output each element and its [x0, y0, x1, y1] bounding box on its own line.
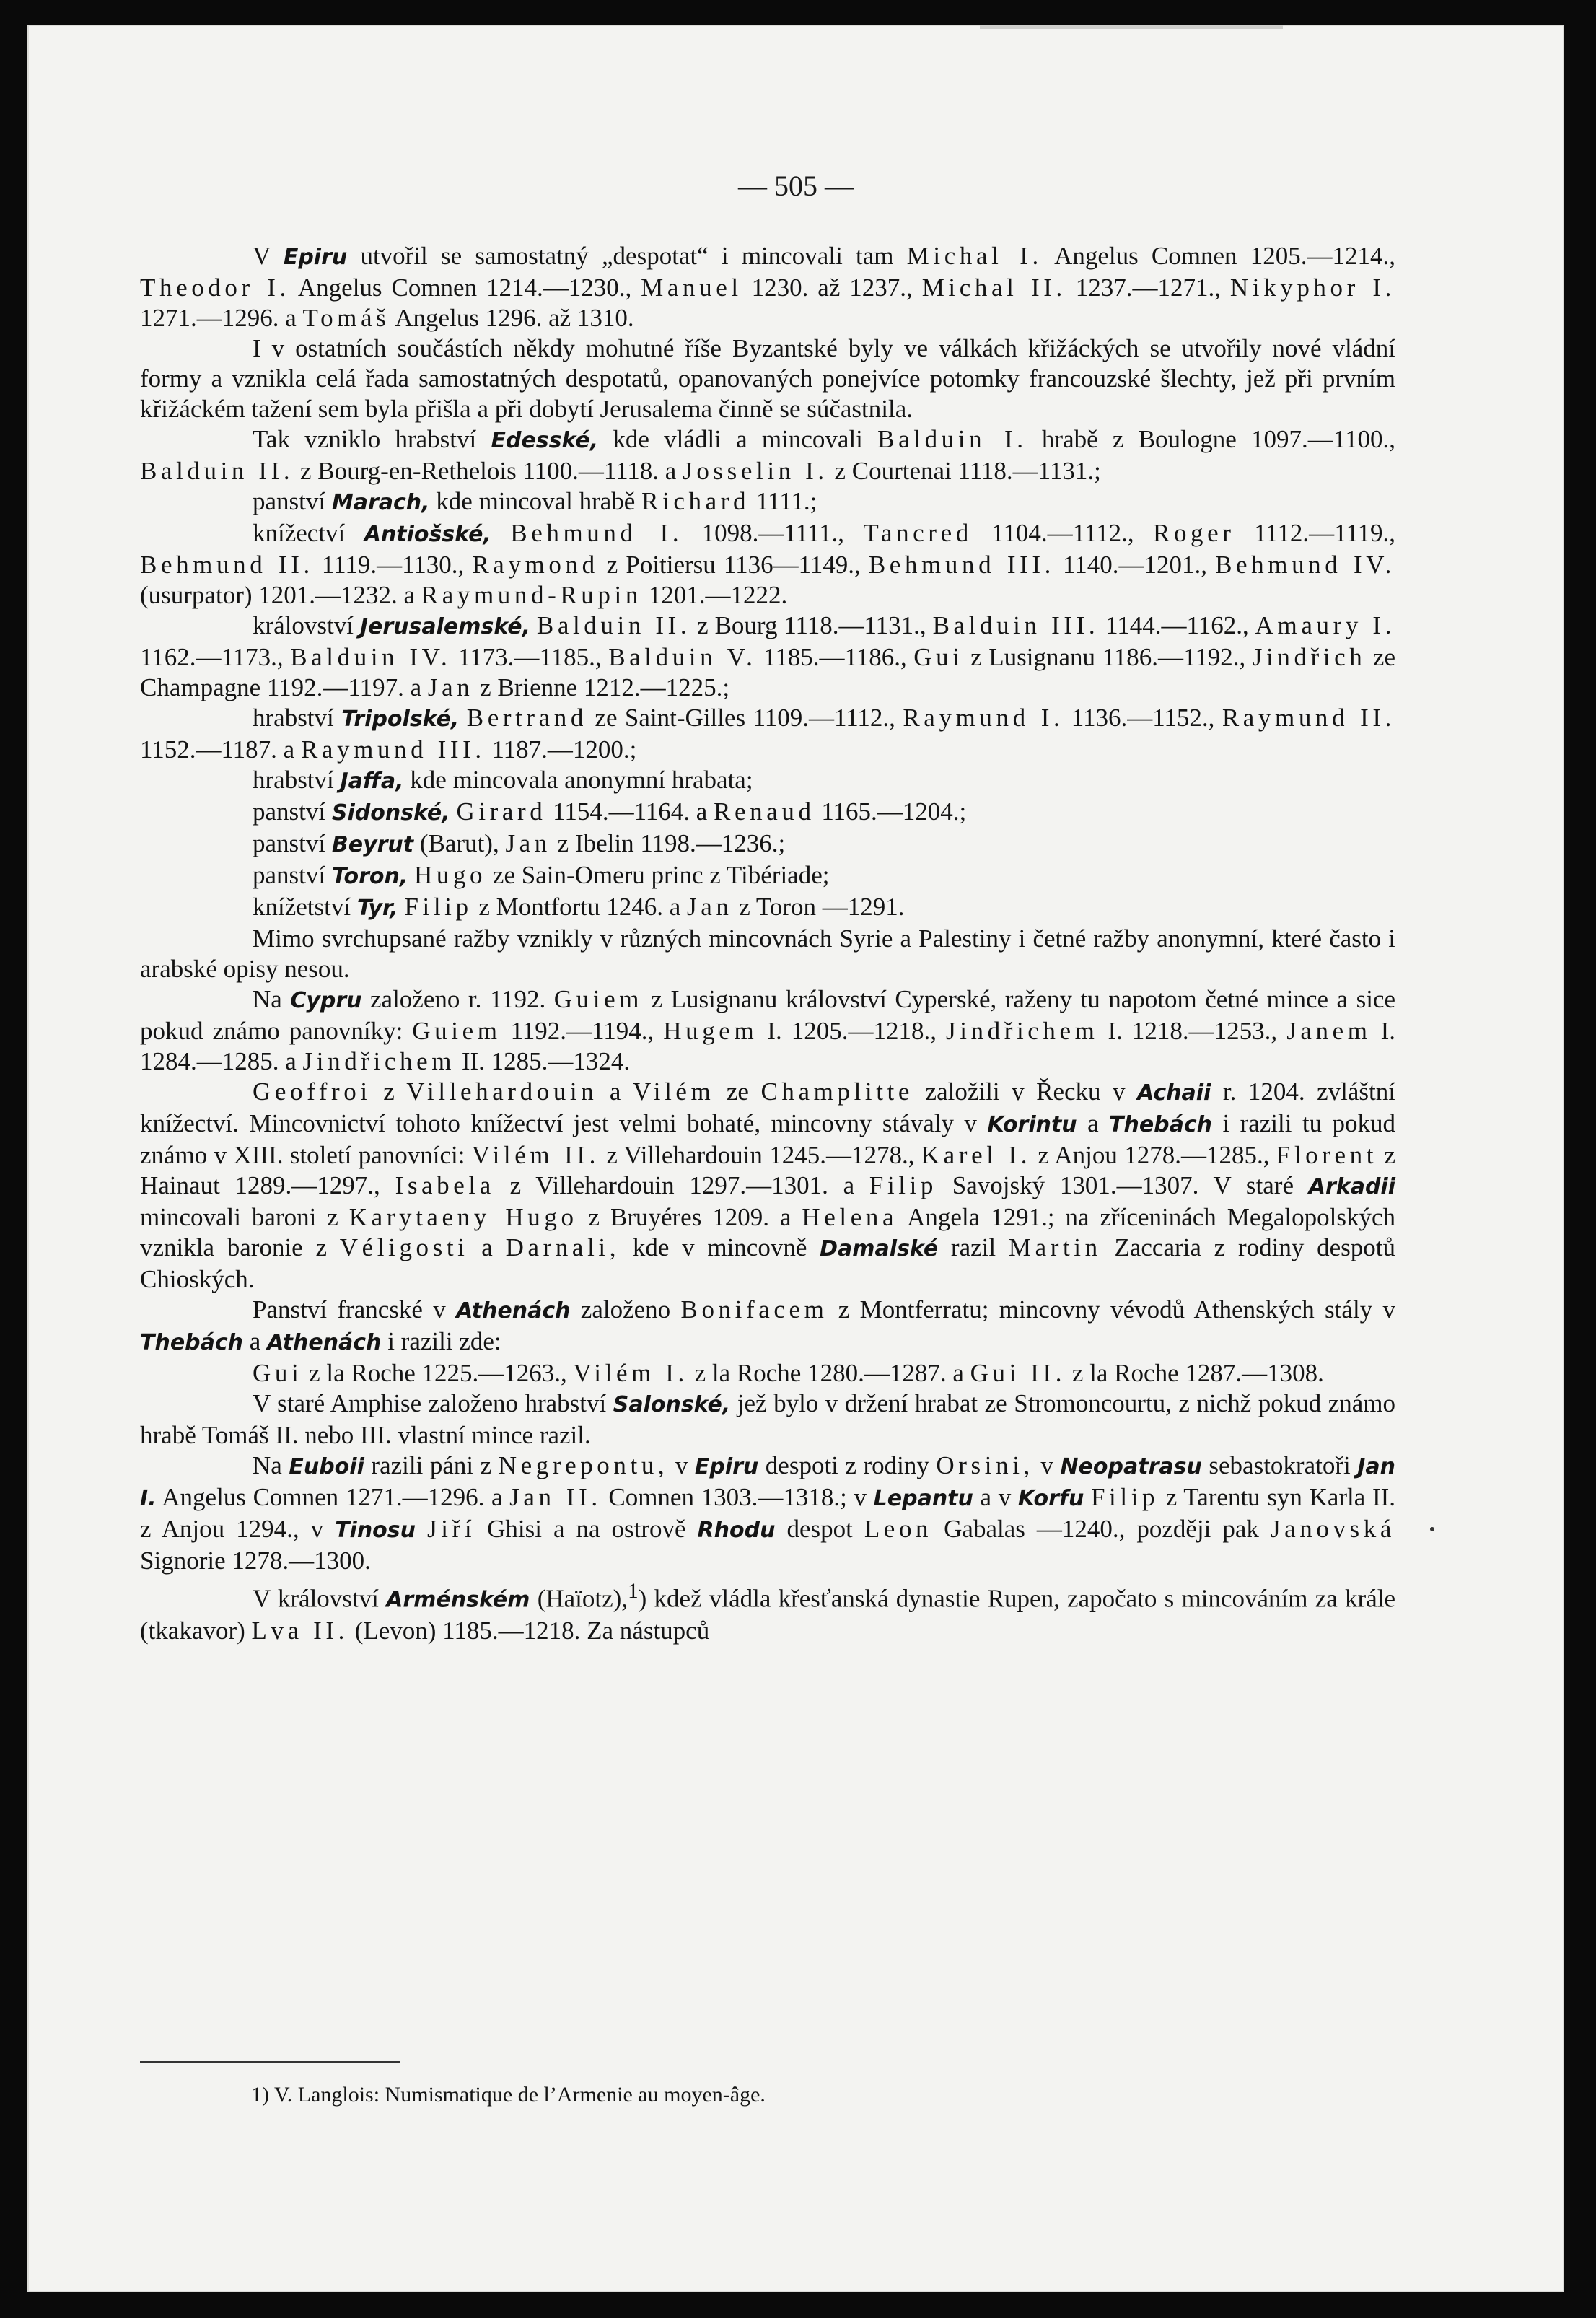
- paragraph-beyrut: panství Beyrut (Barut), Jan z Ibelin 1198.—1236.;: [253, 829, 786, 857]
- footnote-rule: [140, 2061, 400, 2063]
- paragraph-tyr: knížetství Tyr, Filip z Montfortu 1246. a Jan z Toron —1291.: [253, 893, 905, 921]
- document-page: [27, 25, 1564, 2292]
- paragraph-byzantine: I v ostatních součástích někdy mohutné říše Byzantské byly ve válkách křižáckých se utvořily nové vládní formy a vznikla celá řada samostatných despotatů, opanovaných ponejvíce potomky francouzské šlechty, jež při prvním křižáckém tažení sem byla přišla a při dobytí Jerusalema činně se súčastnila.: [140, 334, 1395, 423]
- paragraph-armenia: V království Arménském (Haïotz),$^1$) kdež vládla křesťanská dynastie Rupen, započato s mincováním za krále (tkakavor) Lva II. (Levon) 1185.—1218. Za nástupců: [140, 1580, 1395, 1645]
- paragraph-la-roche: Gui z la Roche 1225.—1263., Vilém I. z la Roche 1280.—1287. a Gui II. z la Roche 1287.—1308.: [253, 1359, 1324, 1387]
- footnote-text: 1) V. Langlois: Numismatique de l’Armenie au moyen-âge.: [251, 2083, 766, 2107]
- paragraph-antioch: knížectví Antiošské, Behmund I. 1098.—1111., Tancred 1104.—1112., Roger 1112.—1119., Behmund II. 1119.—1130., Raymond z Poitiersu 1136—1149., Behmund III. 1140.—1201., Behmund IV. (usurpator) 1201.—1232. a Raymund-Rupin 1201.—1222.: [140, 519, 1396, 609]
- paragraph-syria-palestine: Mimo svrchupsané ražby vznikly v různých mincovnách Syrie a Palestiny i četné ražby anonymní, které často i arabské opisy nesou.: [140, 924, 1395, 983]
- body-text: [140, 241, 1395, 1646]
- scan-speck: [1430, 1527, 1434, 1531]
- paragraph-greece: Geoffroi z Villehardouin a Vilém ze Champlitte založili v Řecku v Achaii r. 1204. zvláštní knížectví. Mincovnictví tohoto knížectví jest velmi bohaté, mincovny stávaly v Korintu a Thebách i razili tu pokud známo v XIII. století panovníci: Vilém II. z Villehardouin 1245.—1278., Karel I. z Anjou 1278.—1285., Florent z Hainaut 1289.—1297., Isabela z Villehardouin 1297.—1301. a Filip Savojský 1301.—1307. V staré Arkadii mincovali baroni z Karytaeny Hugo z Bruyéres 1209. a Helena Angela 1291.; na zříceninách Megalopolských vznikla baronie z Véligosti a Darnali, kde v mincovně Damalské razil Martin Zaccaria z rodiny despotů Chioských.: [140, 1077, 1396, 1293]
- paragraph-jerusalem: království Jerusalemské, Balduin II. z Bourg 1118.—1131., Balduin III. 1144.—1162., Amaury I. 1162.—1173., Balduin IV. 1173.—1185., Balduin V. 1185.—1186., Gui z Lusignanu 1186.—1192., Jindřich ze Champagne 1192.—1197. a Jan z Brienne 1212.—1225.;: [140, 611, 1396, 701]
- paragraph-tripoli: hrabství Tripolské, Bertrand ze Saint-Gilles 1109.—1112., Raymund I. 1136.—1152., Raymund II. 1152.—1187. a Raymund III. 1187.—1200.;: [140, 704, 1396, 764]
- paragraph-cyprus: Na Cypru založeno r. 1192. Guiem z Lusignanu království Cyperské, raženy tu napotom četné mince a sice pokud známo panovníky: Guiem 1192.—1194., Hugem I. 1205.—1218., Jindřichem I. 1218.—1253., Janem I. 1284.—1285. a Jindřichem II. 1285.—1324.: [140, 985, 1396, 1075]
- paragraph-marach: panství Marach, kde mincoval hrabě Richard 1111.;: [253, 487, 817, 515]
- paragraph-athens: Panství francské v Athenách založeno Bonifacem z Montferratu; mincovny vévodů Athenských stály v Thebách a Athenách i razili zde:: [140, 1295, 1395, 1355]
- page-number: — 505 —: [738, 170, 854, 202]
- paragraph-edessa: Tak vzniklo hrabství Edesské, kde vládli a mincovali Balduin I. hrabě z Boulogne 1097.—1100., Balduin II. z Bourg-en-Rethelois 1100.—1118. a Josselin I. z Courtenai 1118.—1131.;: [140, 425, 1396, 485]
- paragraph-euboea: Na Euboii razili páni z Negrepontu, v Epiru despoti z rodiny Orsini, v Neopatrasu sebastokratoři Jan I. Angelus Comnen 1271.—1296. a Jan II. Comnen 1303.—1318.; v Lepantu a v Korfu Filip z Tarentu syn Karla II. z Anjou 1294., v Tinosu Jiří Ghisi a na ostrově Rhodu despot Leon Gabalas —1240., později pak Janovská Signorie 1278.—1300.: [140, 1451, 1396, 1575]
- paragraph-jaffa: hrabství Jaffa, kde mincovala anonymní hrabata;: [253, 766, 753, 794]
- scan-edge-line: [980, 25, 1283, 29]
- paragraph-toron: panství Toron, Hugo ze Sain-Omeru princ z Tibériade;: [253, 861, 830, 889]
- paragraph-amphisa: V staré Amphise založeno hrabství Salonské, jež bylo v držení hrabat ze Stromoncourtu, z nichž pokud známo hrabě Tomáš II. nebo III. vlastní mince razil.: [140, 1389, 1395, 1449]
- paragraph-sidon: panství Sidonské, Girard 1154.—1164. a Renaud 1165.—1204.;: [253, 797, 967, 826]
- footnote-mark: 1: [628, 1580, 639, 1603]
- paragraph-epirus: V Epiru utvořil se samostatný „despotat“ i mincovali tam Michal I. Angelus Comnen 1205.—1214., Theodor I. Angelus Comnen 1214.—1230., Manuel 1230. až 1237., Michal II. 1237.—1271., Nikyphor I. 1271.—1296. a Tomáš Angelus 1296. až 1310.: [140, 242, 1396, 332]
